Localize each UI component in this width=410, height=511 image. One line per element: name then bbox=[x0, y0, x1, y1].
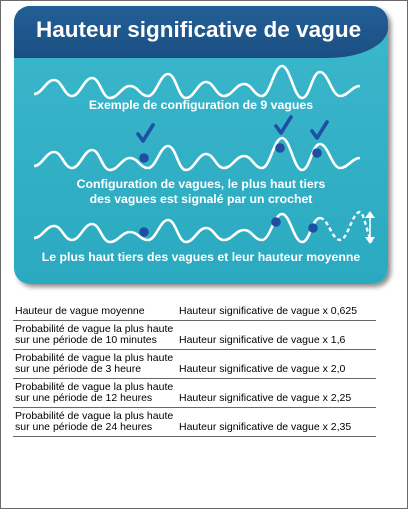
checkmark-icon bbox=[138, 125, 153, 141]
caption-nine-waves: Exemple de configuration de 9 vagues bbox=[88, 98, 314, 112]
wave-line-row1 bbox=[34, 66, 360, 98]
wave-marker-dot bbox=[312, 148, 322, 158]
table-row bbox=[13, 321, 376, 350]
table-row bbox=[13, 350, 376, 379]
wave-line-row2 bbox=[34, 138, 360, 170]
caption-highest-third-line1: Configuration de vagues, le plus haut tiers bbox=[76, 177, 326, 191]
wave-marker-dot bbox=[308, 223, 318, 233]
table-row bbox=[13, 379, 376, 408]
row-value: Hauteur significative de vague x 1,6 bbox=[177, 321, 376, 350]
checkmark-icon bbox=[312, 122, 327, 138]
caption-average-height: Le plus haut tiers des vagues et leur hauteur moyenne bbox=[41, 250, 361, 264]
table-row bbox=[13, 303, 376, 321]
wave-statistics-table bbox=[13, 303, 376, 437]
wave-marker-dot bbox=[275, 143, 285, 153]
wave-diagram-panel bbox=[14, 6, 388, 284]
row-label: Probabilité de vague la plus haute sur une période de 12 heures bbox=[13, 379, 177, 408]
row-label: Probabilité de vague la plus haute sur une période de 24 heures bbox=[13, 408, 177, 437]
diagram-title: Hauteur significative de vague bbox=[36, 17, 362, 42]
row-value: Hauteur significative de vague x 2,35 bbox=[177, 408, 376, 437]
wave-illustrations bbox=[14, 6, 388, 284]
row-label: Probabilité de vague la plus haute sur une période de 3 heure bbox=[13, 350, 177, 379]
height-arrow-icon bbox=[365, 211, 375, 244]
wave-marker-dot bbox=[139, 153, 149, 163]
checkmark-icon bbox=[276, 117, 291, 133]
row-value: Hauteur significative de vague x 2,0 bbox=[177, 350, 376, 379]
row-value: Hauteur significative de vague x 2,25 bbox=[177, 379, 376, 408]
row-label: Hauteur de vague moyenne bbox=[13, 303, 177, 321]
wave-marker-dot bbox=[271, 217, 281, 227]
average-wave-dashed bbox=[320, 212, 372, 242]
row-value: Hauteur significative de vague x 0,625 bbox=[177, 303, 376, 321]
wave-marker-dot bbox=[139, 227, 149, 237]
caption-highest-third-line2: des vagues est signalé par un crochet bbox=[89, 192, 313, 206]
table-row bbox=[13, 408, 376, 437]
row-label: Probabilité de vague la plus haute sur une période de 10 minutes bbox=[13, 321, 177, 350]
